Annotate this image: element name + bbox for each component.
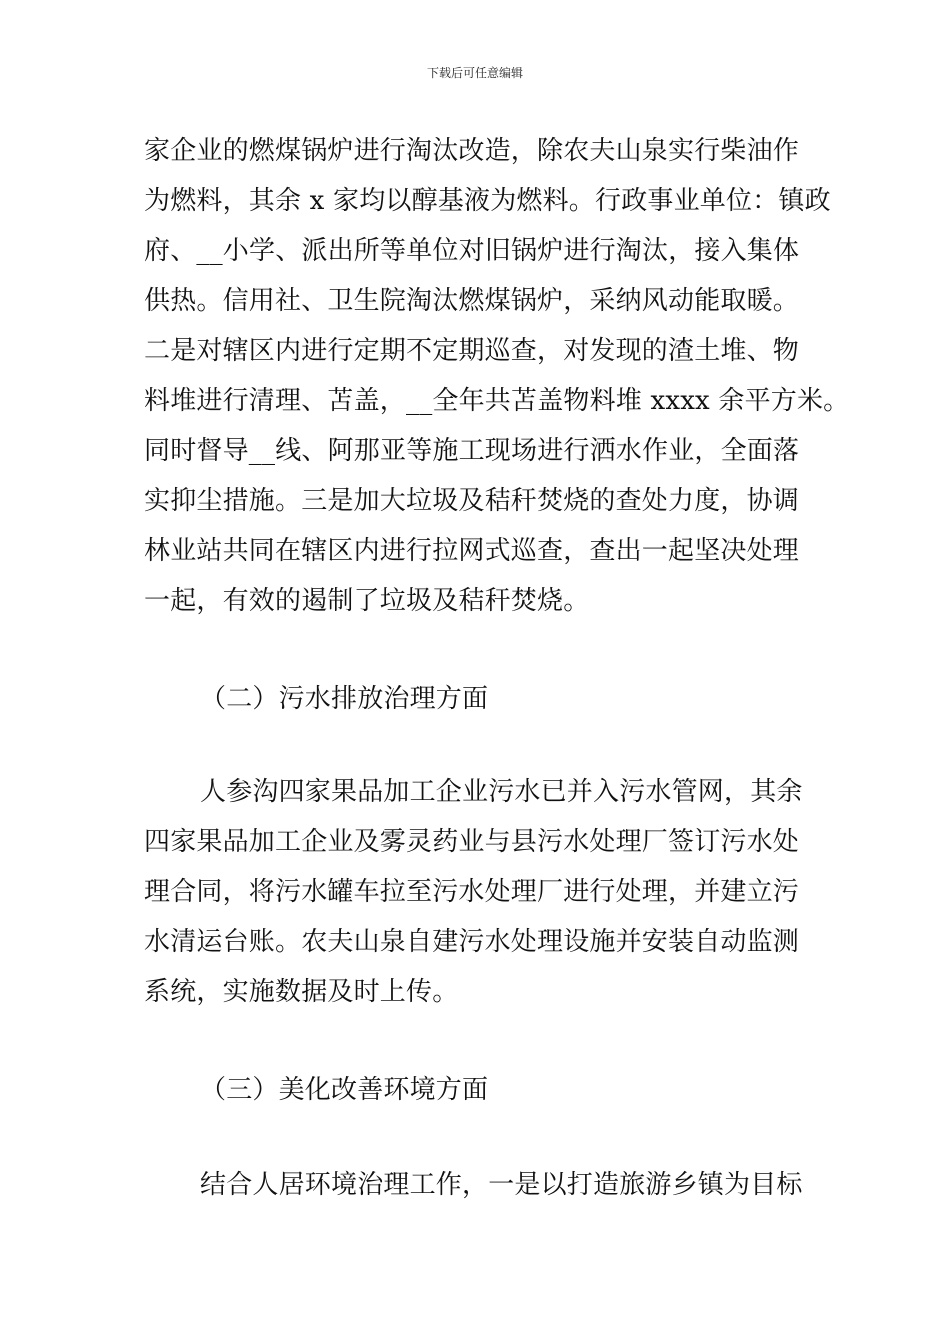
paragraph-spacer — [144, 626, 834, 674]
paragraph-environment — [144, 1160, 834, 1210]
section-heading-sewage: （二）污水排放治理方面 — [200, 684, 489, 714]
paragraph-line: 为燃料，其余 x 家均以醇基液为燃料。行政事业单位：镇政 — [144, 186, 831, 216]
section-heading-environment: （三）美化改善环境方面 — [200, 1075, 489, 1105]
paragraph-line: 林业站共同在辖区内进行拉网式巡查，查出一起坚决处理 — [144, 536, 800, 566]
paragraph-spacer — [144, 1115, 834, 1160]
paragraph-spacer — [144, 1017, 834, 1065]
document-body — [144, 126, 850, 1210]
paragraph-line: 水清运台账。农夫山泉自建污水处理设施并安装自动监测 — [144, 927, 800, 957]
paragraph-line: 府、__小学、派出所等单位对旧锅炉进行淘汰，接入集体 — [144, 236, 800, 266]
paragraph-line: 实抑尘措施。三是加大垃圾及秸秆焚烧的查处力度，协调 — [144, 486, 800, 516]
paragraph-line: 系统，实施数据及时上传。 — [144, 977, 459, 1007]
paragraph-line: 家企业的燃煤锅炉进行淘汰改造，除农夫山泉实行柴油作 — [144, 136, 800, 166]
paragraph-line: 人参沟四家果品加工企业污水已并入污水管网，其余 — [200, 777, 803, 807]
paragraph-line: 一起，有效的遏制了垃圾及秸秆焚烧。 — [144, 586, 590, 616]
paragraph-air-governance — [144, 126, 850, 626]
paragraph-line: 料堆进行清理、苫盖，__全年共苫盖物料堆 xxxx 余平方米。 — [144, 386, 850, 416]
page-header: 下载后可任意编辑 — [426, 66, 523, 80]
paragraph-spacer — [144, 724, 834, 767]
paragraph-line: 同时督导__线、阿那亚等施工现场进行洒水作业，全面落 — [144, 436, 800, 466]
paragraph-line: 理合同，将污水罐车拉至污水处理厂进行处理，并建立污 — [144, 877, 800, 907]
paragraph-line: 供热。信用社、卫生院淘汰燃煤锅炉，采纳风动能取暖。 — [144, 286, 800, 316]
paragraph-line: 四家果品加工企业及雾灵药业与县污水处理厂签订污水处 — [144, 827, 800, 857]
paragraph-line: 结合人居环境治理工作，一是以打造旅游乡镇为目标 — [200, 1170, 803, 1200]
paragraph-sewage — [144, 767, 834, 1017]
paragraph-line: 二是对辖区内进行定期不定期巡查，对发现的渣土堆、物 — [144, 336, 800, 366]
